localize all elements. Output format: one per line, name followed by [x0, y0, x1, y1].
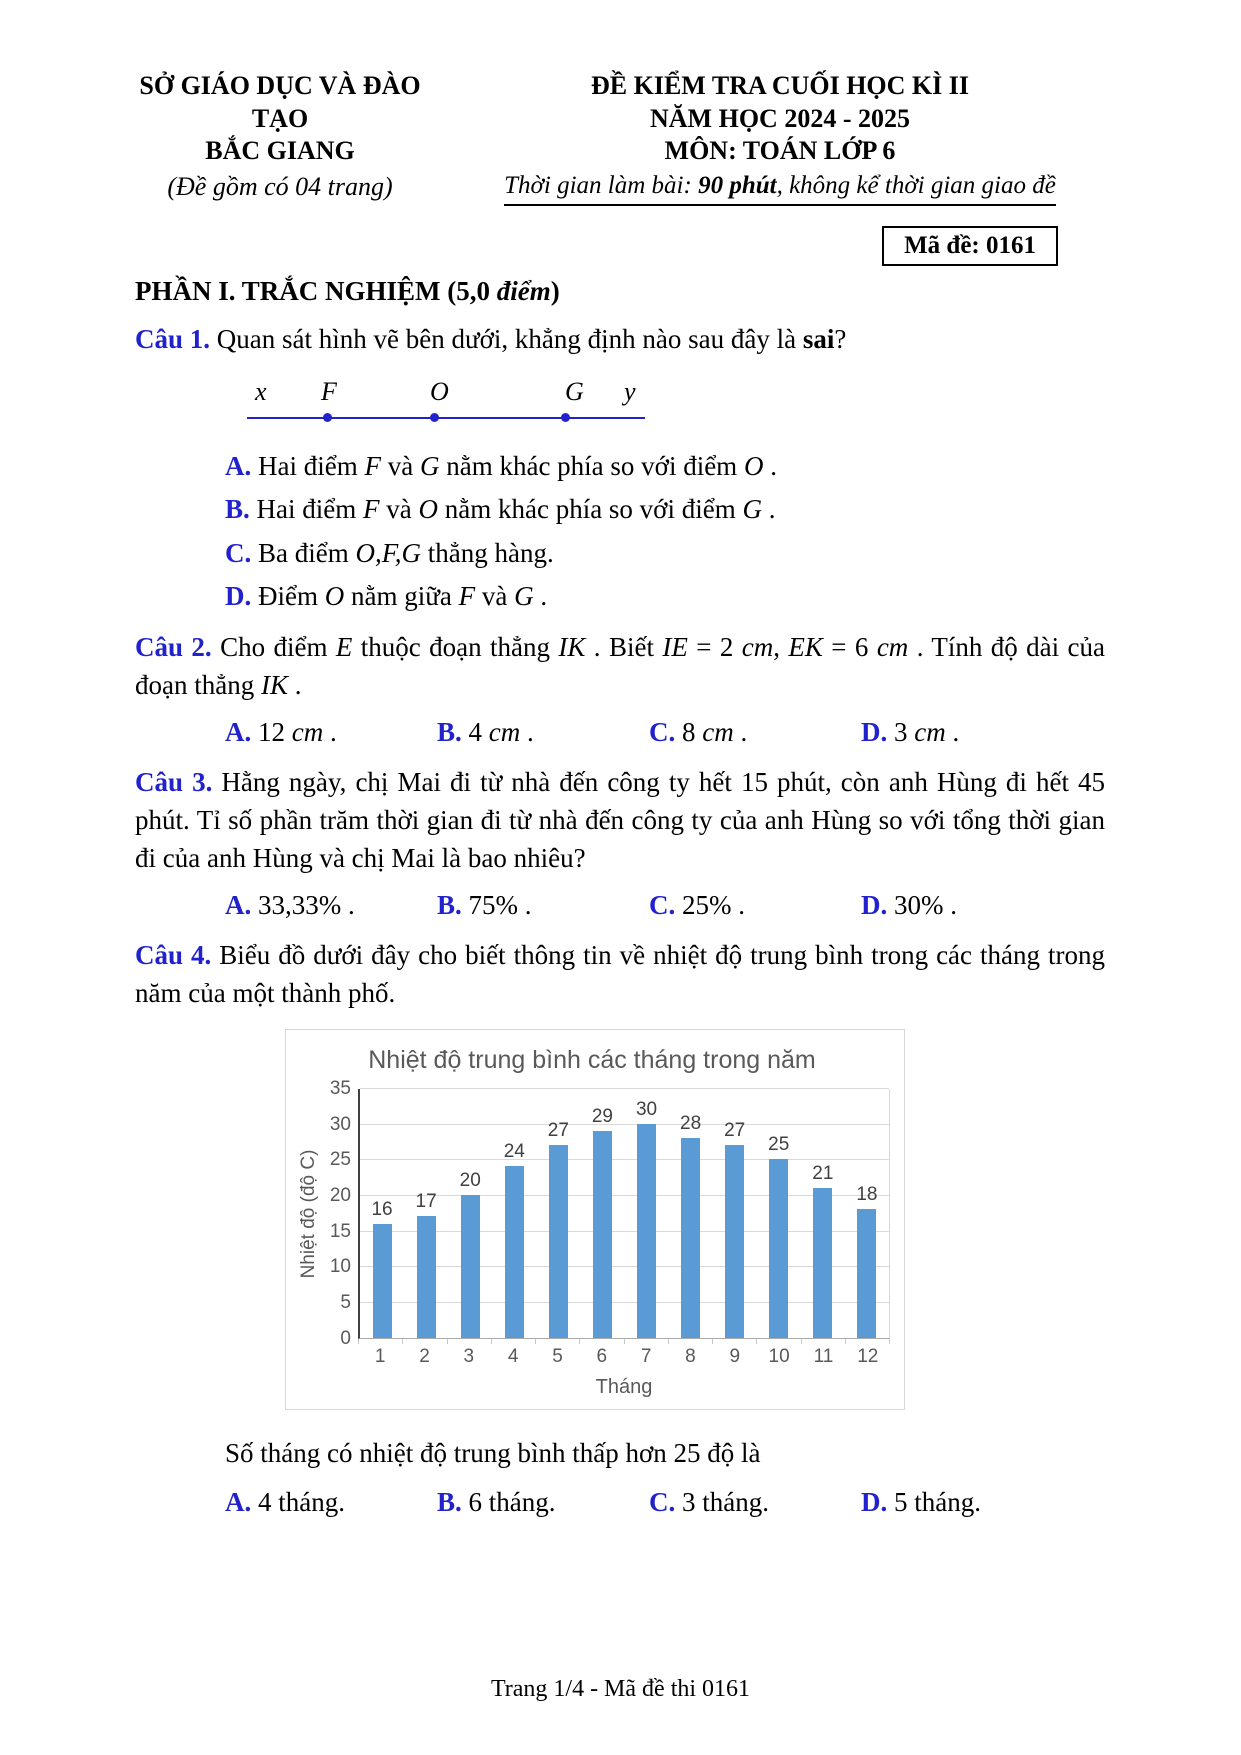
bar-slot-month-9 [713, 1089, 757, 1338]
bar-month-2 [417, 1216, 436, 1337]
bar-slot-month-10 [757, 1089, 801, 1338]
bar-month-1 [373, 1224, 392, 1338]
y-tick-5: 5 [340, 1292, 351, 1314]
x-tick-1: 1 [374, 1345, 386, 1367]
q1-option-d-letter: D. [225, 581, 252, 612]
bar-slot-month-5 [536, 1089, 580, 1338]
question-1-label: Câu 1. [135, 323, 211, 354]
q1-option-a [225, 449, 1105, 485]
q1-option-d [225, 579, 1105, 615]
bar-slot-month-1 [360, 1089, 404, 1338]
page-footer: Trang 1/4 - Mã đề thi 0161 [490, 1676, 751, 1702]
chart-plot-column [358, 1089, 890, 1399]
q4-option-b-text: 6 tháng. [461, 1486, 556, 1517]
y-tick-35: 35 [329, 1077, 351, 1099]
q2-option-d-text: 3 cm . [887, 716, 960, 747]
q3-options [225, 888, 1105, 924]
bar-value-month-7: 30 [635, 1098, 658, 1120]
question-4-label: Câu 4. [135, 940, 212, 971]
q4-options [225, 1485, 1105, 1521]
q2-option-c-text: 8 cm . [675, 716, 748, 747]
x-tickmark-5 [536, 1339, 580, 1344]
exam-header [110, 70, 1171, 206]
issuing-authority-block [110, 70, 450, 206]
x-tickmark-10 [757, 1339, 801, 1344]
authority-province: BẮC GIANG [205, 136, 355, 165]
q3-option-a-text: 33,33% . [251, 889, 355, 920]
chart-x-axis-label: Tháng [595, 1375, 653, 1398]
q4-option-a-text: 4 tháng. [251, 1486, 345, 1517]
exam-title: ĐỀ KIỂM TRA CUỐI HỌC KÌ II [590, 71, 970, 100]
bar-slot-month-7 [624, 1089, 668, 1338]
subject-line: MÔN: TOÁN LỚP 6 [664, 136, 896, 165]
bar-value-month-10: 25 [768, 1134, 790, 1156]
q1-option-c-letter: C. [225, 537, 252, 568]
figure-point-G [561, 413, 570, 422]
q2-option-d [861, 715, 959, 751]
pages-note: (Đề gồm có 04 trang) [167, 171, 393, 201]
exam-code-text: Mã đề: 0161 [904, 231, 1036, 259]
x-tickmark-6 [580, 1339, 624, 1344]
q1-option-a-letter: A. [225, 450, 252, 481]
q1-option-d-text: Điểm O nằm giữa F và G . [251, 581, 548, 612]
q2-option-b-text: 4 cm . [461, 716, 534, 747]
bar-value-month-6: 29 [591, 1105, 613, 1127]
q3-option-c-letter: C. [649, 889, 676, 920]
q1-option-b-text: Hai điểm F và O nằm khác phía so với điểm G . [249, 494, 776, 525]
time-limit-duration: 90 phút [698, 171, 777, 199]
q3-option-d [861, 888, 957, 924]
q1-option-b [225, 492, 1105, 528]
chart-x-ticks [358, 1346, 890, 1368]
q4-option-d [861, 1485, 981, 1521]
q1-option-c [225, 536, 1105, 572]
x-tick-12: 12 [857, 1345, 879, 1367]
bar-value-month-9: 27 [724, 1120, 746, 1142]
q4-option-d-text: 5 tháng. [887, 1486, 981, 1517]
q3-option-c [649, 888, 861, 924]
q1-options [225, 449, 1105, 616]
bar-value-month-11: 21 [812, 1162, 834, 1184]
question-2-text [135, 629, 1105, 705]
figure-point-O [430, 413, 439, 422]
bar-value-month-8: 28 [680, 1112, 702, 1134]
q2-options [225, 715, 1105, 751]
bar-value-month-1: 16 [371, 1198, 393, 1220]
bar-month-11 [813, 1188, 832, 1338]
bar-value-month-3: 20 [459, 1170, 481, 1192]
figure-label-G: G [565, 376, 584, 406]
q2-option-a [225, 715, 437, 751]
q2-option-a-text: 12 cm . [251, 716, 337, 747]
bar-slot-month-8 [669, 1089, 713, 1338]
chart-plot-area [358, 1089, 890, 1339]
y-tick-20: 20 [329, 1185, 351, 1207]
temperature-bar-chart [285, 1029, 905, 1410]
figure-label-F: F [321, 376, 337, 406]
bar-month-6 [593, 1131, 612, 1338]
chart-title: Nhiệt độ trung bình các tháng trong năm [368, 1045, 816, 1074]
q3-option-b-letter: B. [437, 889, 462, 920]
question-3-text [135, 764, 1105, 877]
bar-slot-month-12 [845, 1089, 889, 1338]
question-3-label: Câu 3. [135, 767, 213, 798]
x-tick-8: 8 [685, 1345, 696, 1367]
y-tick-15: 15 [329, 1220, 351, 1242]
exam-code-box [882, 226, 1058, 266]
q2-option-a-letter: A. [225, 716, 252, 747]
q2-option-c [649, 715, 861, 751]
school-year: NĂM HỌC 2024 - 2025 [650, 103, 910, 133]
x-tickmark-9 [713, 1339, 757, 1344]
question-2-label: Câu 2. [135, 632, 212, 663]
bar-slot-month-4 [492, 1089, 536, 1338]
chart-x-tickmarks [358, 1339, 890, 1344]
q4-option-d-letter: D. [861, 1486, 888, 1517]
bar-month-3 [461, 1195, 480, 1338]
q3-option-a-letter: A. [225, 889, 252, 920]
q1-option-b-letter: B. [225, 494, 250, 525]
authority-name: SỞ GIÁO DỤC VÀ ĐÀO TẠO [139, 71, 421, 133]
question-1-text [135, 321, 1105, 359]
q3-option-b-text: 75% . [461, 889, 532, 920]
x-tickmark-2 [403, 1339, 447, 1344]
q2-option-b-letter: B. [437, 716, 462, 747]
bar-slot-month-3 [448, 1089, 492, 1338]
bar-value-month-4: 24 [503, 1141, 525, 1163]
time-limit-prefix: Thời gian làm bài: [504, 171, 699, 199]
y-tick-0: 0 [340, 1327, 351, 1349]
q1-option-a-text: Hai điểm F và G nằm khác phía so với điểm O . [251, 450, 777, 481]
q1-line-figure [247, 377, 647, 435]
time-limit-suffix: , không kể thời gian giao đề [776, 171, 1056, 199]
x-tick-10: 10 [768, 1345, 790, 1367]
q4-option-b [437, 1485, 649, 1521]
y-tick-10: 10 [329, 1256, 351, 1278]
q4-option-c-letter: C. [649, 1486, 676, 1517]
x-tickmark-1 [359, 1339, 403, 1344]
time-limit-line [475, 170, 1085, 206]
part1-heading: PHẦN I. TRẮC NGHIỆM (5,0 điểm) [135, 275, 560, 306]
q3-option-d-letter: D. [861, 889, 888, 920]
q2-option-b [437, 715, 649, 751]
q4-option-a-letter: A. [225, 1486, 252, 1517]
x-tick-4: 4 [507, 1345, 519, 1367]
bar-slot-month-11 [801, 1089, 845, 1338]
bar-month-4 [505, 1166, 524, 1337]
q3-option-c-text: 25% . [675, 889, 745, 920]
chart-bars [360, 1089, 889, 1338]
bar-value-month-5: 27 [547, 1120, 569, 1142]
q4-option-a [225, 1485, 437, 1521]
q2-option-c-letter: C. [649, 716, 676, 747]
exam-title-block [475, 70, 1085, 206]
q4-option-b-letter: B. [437, 1486, 462, 1517]
x-tick-2: 2 [419, 1345, 430, 1367]
x-tick-5: 5 [552, 1345, 563, 1367]
q1-option-c-text: Ba điểm O,F,G thẳng hàng. [251, 537, 554, 568]
bar-month-10 [769, 1159, 788, 1338]
bar-month-8 [681, 1138, 700, 1338]
x-tickmark-8 [669, 1339, 713, 1344]
bar-month-9 [725, 1145, 744, 1338]
q4-option-c [649, 1485, 861, 1521]
exam-code-row [110, 226, 1171, 266]
x-tick-3: 3 [463, 1345, 475, 1367]
bar-slot-month-2 [404, 1089, 448, 1338]
bar-month-12 [857, 1209, 876, 1338]
x-tick-11: 11 [813, 1345, 834, 1367]
figure-label-y: y [624, 376, 636, 406]
x-tick-9: 9 [729, 1345, 741, 1367]
bar-value-month-2: 17 [415, 1191, 437, 1213]
exam-content [135, 276, 1105, 1521]
question-4-text [135, 937, 1105, 1013]
y-tick-25: 25 [329, 1149, 351, 1171]
figure-point-F [323, 413, 332, 422]
x-tickmark-4 [492, 1339, 536, 1344]
q3-option-b [437, 888, 649, 924]
chart-y-axis-label: Nhiệt độ (độ C) [298, 1149, 319, 1279]
chart-y-axis-label-column [294, 1089, 324, 1339]
question-3-stem: Hằng ngày, chị Mai đi từ nhà đến công ty hết 15 phút, còn anh Hùng đi hết 45 phút. Tỉ số phần trăm thời gian đi từ nhà đến công ty của anh Hùng so với tổng thời gian đi của anh Hùng và chị Mai là bao nhiêu? [135, 767, 1105, 873]
y-tick-30: 30 [329, 1113, 351, 1135]
bar-value-month-12: 18 [856, 1184, 878, 1206]
q2-option-d-letter: D. [861, 716, 888, 747]
bar-slot-month-6 [580, 1089, 624, 1338]
x-tickmark-7 [625, 1339, 669, 1344]
x-tickmark-11 [802, 1339, 846, 1344]
chart-main-area [294, 1077, 890, 1399]
figure-label-x: x [255, 376, 267, 406]
x-tickmark-3 [448, 1339, 492, 1344]
figure-label-O: O [430, 376, 449, 406]
x-tick-7: 7 [640, 1345, 652, 1367]
figure-number-line [247, 417, 645, 419]
q3-option-a [225, 888, 437, 924]
x-tickmark-12 [846, 1339, 890, 1344]
q3-option-d-text: 30% . [887, 889, 957, 920]
question-2-stem: Cho điểm E thuộc đoạn thẳng IK . Biết IE = 2 cm, EK = 6 cm . Tính độ dài của đoạn thẳng IK . [135, 632, 1106, 700]
question-1-stem: Quan sát hình vẽ bên dưới, khẳng định nào sau đây là sai? [210, 323, 847, 354]
q4-option-c-text: 3 tháng. [675, 1486, 769, 1517]
chart-y-ticks [324, 1077, 358, 1349]
x-tick-6: 6 [596, 1345, 608, 1367]
bar-month-5 [549, 1145, 568, 1338]
q4-question-line: Số tháng có nhiệt độ trung bình thấp hơn 25 độ là [225, 1437, 761, 1468]
bar-month-7 [637, 1124, 656, 1338]
question-4-stem: Biểu đồ dưới đây cho biết thông tin về nhiệt độ trung bình trong các tháng trong năm của một thành phố. [135, 940, 1105, 1009]
